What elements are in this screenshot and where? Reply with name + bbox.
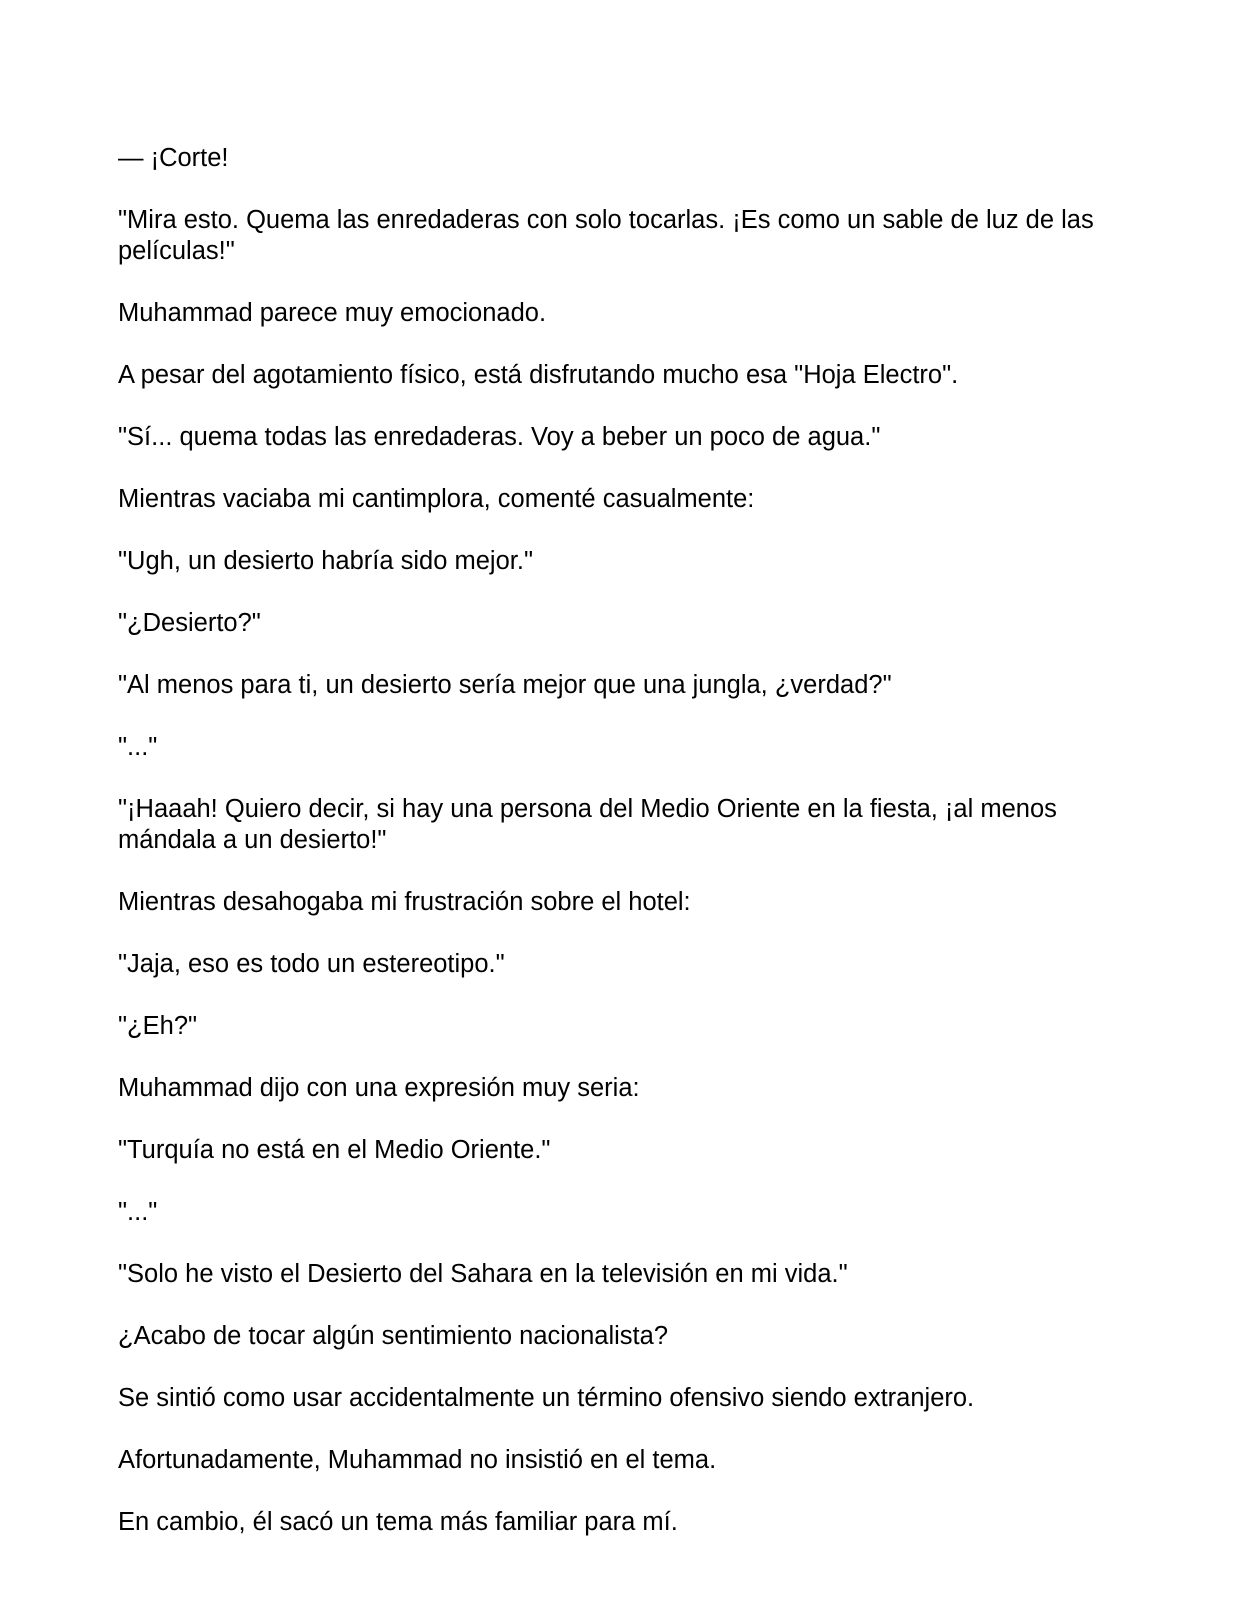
paragraph: "¿Desierto?" xyxy=(118,609,261,637)
paragraph: "Ugh, un desierto habría sido mejor." xyxy=(118,547,533,575)
paragraph: "..." xyxy=(118,733,158,761)
paragraph: Afortunadamente, Muhammad no insistió en el tema. xyxy=(118,1446,717,1474)
paragraph: "Mira esto. Quema las enredaderas con solo tocarlas. ¡Es como un sable de luz de las películas!" xyxy=(118,206,1094,265)
paragraph: ¿Acabo de tocar algún sentimiento nacionalista? xyxy=(118,1322,669,1350)
paragraph: "Turquía no está en el Medio Oriente." xyxy=(118,1136,551,1164)
paragraph: Mientras desahogaba mi frustración sobre el hotel: xyxy=(118,888,691,916)
paragraph: Muhammad dijo con una expresión muy seria: xyxy=(118,1074,640,1102)
paragraph: Mientras vaciaba mi cantimplora, comenté casualmente: xyxy=(118,485,755,513)
paragraph: "..." xyxy=(118,1198,158,1226)
paragraph: "Solo he visto el Desierto del Sahara en la televisión en mi vida." xyxy=(118,1260,848,1288)
paragraph: "¿Eh?" xyxy=(118,1012,198,1040)
document-body xyxy=(118,143,1128,1569)
paragraph: Se sintió como usar accidentalmente un término ofensivo siendo extranjero. xyxy=(118,1384,975,1412)
paragraph: "Al menos para ti, un desierto sería mejor que una jungla, ¿verdad?" xyxy=(118,671,892,699)
paragraph: A pesar del agotamiento físico, está disfrutando mucho esa "Hoja Electro". xyxy=(118,361,959,389)
paragraph: "¡Haaah! Quiero decir, si hay una persona del Medio Oriente en la fiesta, ¡al menos mándala a un desierto!" xyxy=(118,795,1057,854)
paragraph: — ¡Corte! xyxy=(118,144,229,172)
paragraph: En cambio, él sacó un tema más familiar para mí. xyxy=(118,1508,678,1536)
paragraph: Muhammad parece muy emocionado. xyxy=(118,299,547,327)
paragraph: "Sí... quema todas las enredaderas. Voy a beber un poco de agua." xyxy=(118,423,881,451)
paragraph: "Jaja, eso es todo un estereotipo." xyxy=(118,950,505,978)
